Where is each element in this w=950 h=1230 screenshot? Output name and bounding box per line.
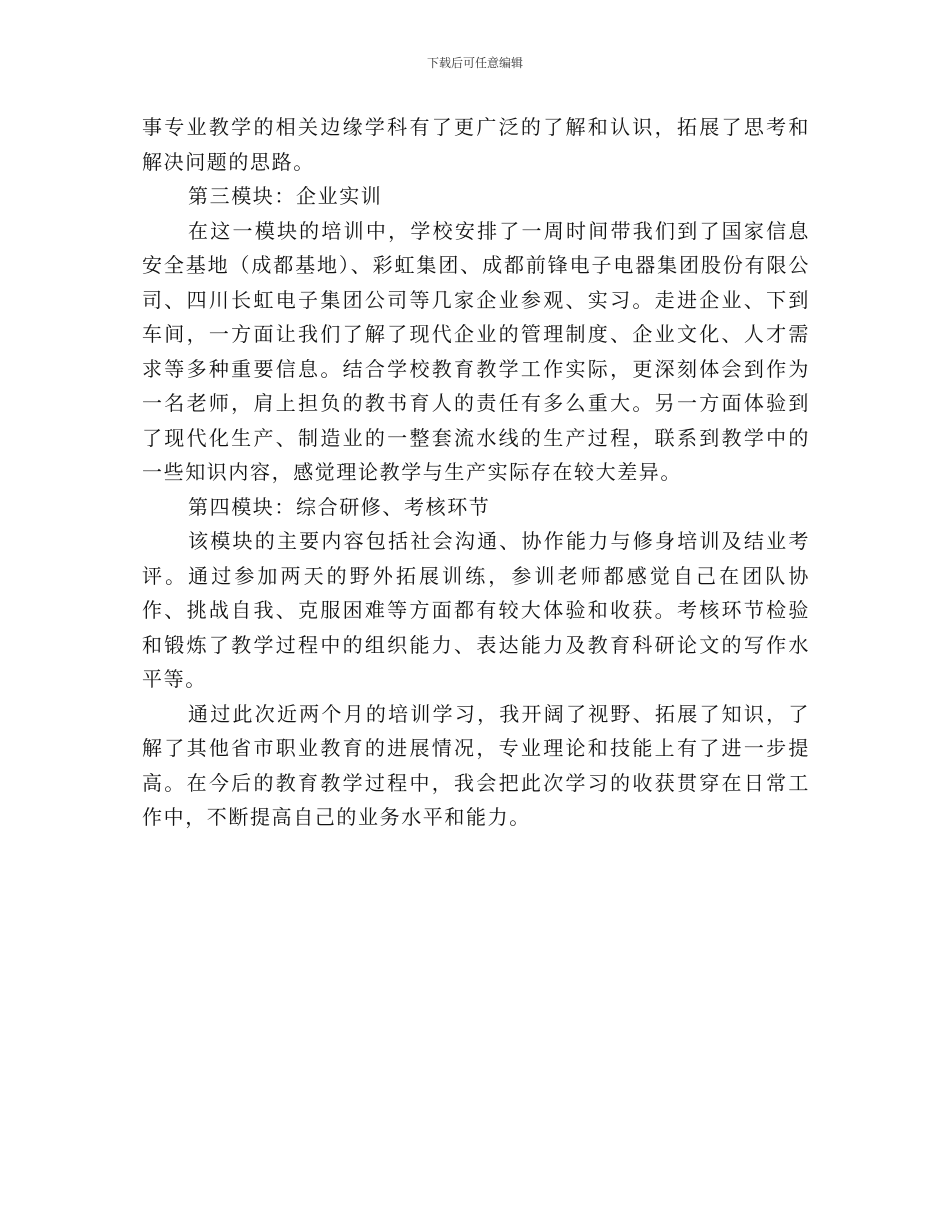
document-body — [142, 110, 810, 835]
paragraph-module-3: 在这一模块的培训中，学校安排了一周时间带我们到了国家信息安全基地（成都基地）、彩虹集团、成都前锋电子电器集团股份有限公司、四川长虹电子集团公司等几家企业参观、实习。走进企业、下到车间，一方面让我们了解了现代企业的管理制度、企业文化、人才需求等多种重要信息。结合学校教育教学工作实际，更深刻体会到作为一名老师，肩上担负的教书育人的责任有多么重大。另一方面体验到了现代化生产、制造业的一整套流水线的生产过程，联系到教学中的一些知识内容，感觉理论教学与生产实际存在较大差异。 — [142, 218, 810, 484]
paragraph-module-4: 该模块的主要内容包括社会沟通、协作能力与修身培训及结业考评。通过参加两天的野外拓展训练，参训老师都感觉自己在团队协作、挑战自我、克服困难等方面都有较大体验和收获。考核环节检验和锻炼了教学过程中的组织能力、表达能力及教育科研论文的写作水平等。 — [142, 529, 810, 691]
page-header: 下载后可任意编辑 — [426, 56, 523, 70]
paragraph-conclusion: 通过此次近两个月的培训学习，我开阔了视野、拓展了知识，了解了其他省市职业教育的进展情况，专业理论和技能上有了进一步提高。在今后的教育教学过程中，我会把此次学习的收获贯穿在日常工作中，不断提高自己的业务水平和能力。 — [142, 701, 810, 829]
section-heading-module-4: 第四模块：综合研修、考核环节 — [188, 494, 491, 519]
paragraph-continuation: 事专业教学的相关边缘学科有了更广泛的了解和认识，拓展了思考和解决问题的思路。 — [142, 115, 810, 174]
section-heading-module-3: 第三模块：企业实训 — [188, 184, 383, 208]
